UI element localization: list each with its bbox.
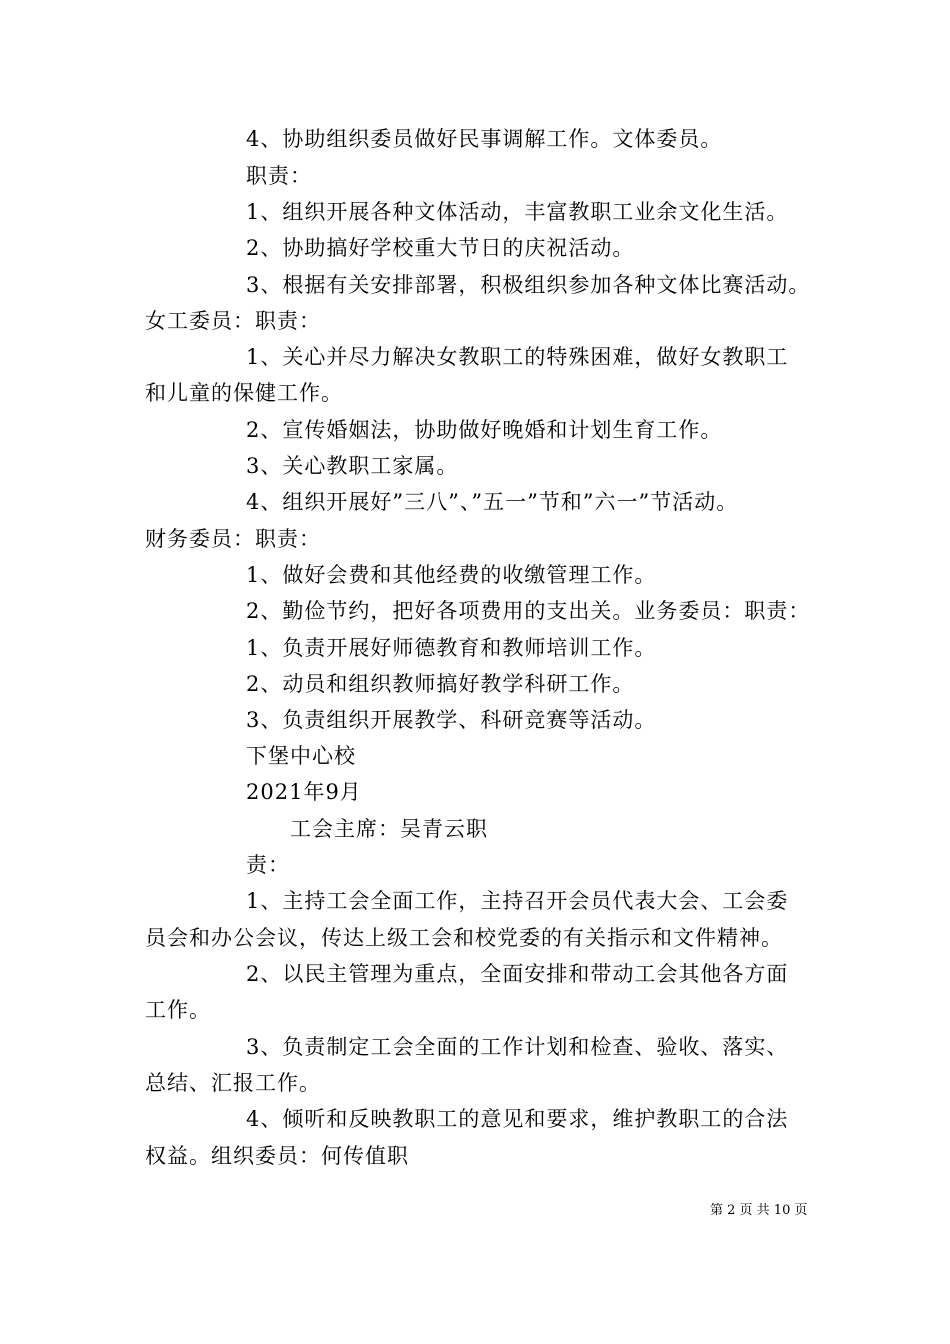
text-line: 2021年9月 <box>246 780 362 804</box>
text-line: 责： <box>246 853 290 877</box>
text-line: 3、负责组织开展教学、科研竞赛等活动。 <box>246 708 657 732</box>
text-line: 和儿童的保健工作。 <box>145 381 343 405</box>
page-number: 第 2 页 共 10 页 <box>710 1203 808 1218</box>
text-line: 2、以民主管理为重点，全面安排和带动工会其他各方面 <box>246 962 789 986</box>
text-line: 财务委员：职责： <box>145 527 321 551</box>
text-line: 1、关心并尽力解决女教职工的特殊困难，做好女教职工 <box>246 345 789 369</box>
text-line: 工会主席：吴青云职 <box>290 817 488 841</box>
text-line: 2、协助搞好学校重大节日的庆祝活动。 <box>246 236 635 260</box>
text-line: 2、宣传婚姻法，协助做好晚婚和计划生育工作。 <box>246 418 723 442</box>
text-line: 2、动员和组织教师搞好教学科研工作。 <box>246 672 635 696</box>
text-line: 3、根据有关安排部署，积极组织参加各种文体比赛活动。 <box>246 273 811 297</box>
text-line: 4、组织开展好”三八”、”五一”节和”六一”节活动。 <box>246 490 739 514</box>
text-line: 员会和办公会议，传达上级工会和校党委的有关指示和文件精神。 <box>145 926 783 950</box>
text-line: 1、负责开展好师德教育和教师培训工作。 <box>246 636 657 660</box>
text-line: 工作。 <box>145 998 211 1022</box>
text-line: 1、做好会费和其他经费的收缴管理工作。 <box>246 563 657 587</box>
text-line: 下堡中心校 <box>246 744 356 768</box>
text-line: 4、倾听和反映教职工的意见和要求，维护教职工的合法 <box>246 1107 789 1131</box>
text-line: 3、关心教职工家属。 <box>246 454 459 478</box>
text-line: 4、协助组织委员做好民事调解工作。文体委员。 <box>246 127 723 151</box>
text-line: 职责： <box>246 164 312 188</box>
text-line: 总结、汇报工作。 <box>145 1071 321 1095</box>
text-line: 女工委员：职责： <box>145 309 321 333</box>
text-line: 1、主持工会全面工作，主持召开会员代表大会、工会委 <box>246 889 789 913</box>
text-line: 2、勤俭节约，把好各项费用的支出关。业务委员：职责： <box>246 599 811 623</box>
text-line: 权益。组织委员：何传值职 <box>145 1144 409 1168</box>
text-line: 3、负责制定工会全面的工作计划和检查、验收、落实、 <box>246 1035 789 1059</box>
text-line: 1、组织开展各种文体活动，丰富教职工业余文化生活。 <box>246 200 789 224</box>
